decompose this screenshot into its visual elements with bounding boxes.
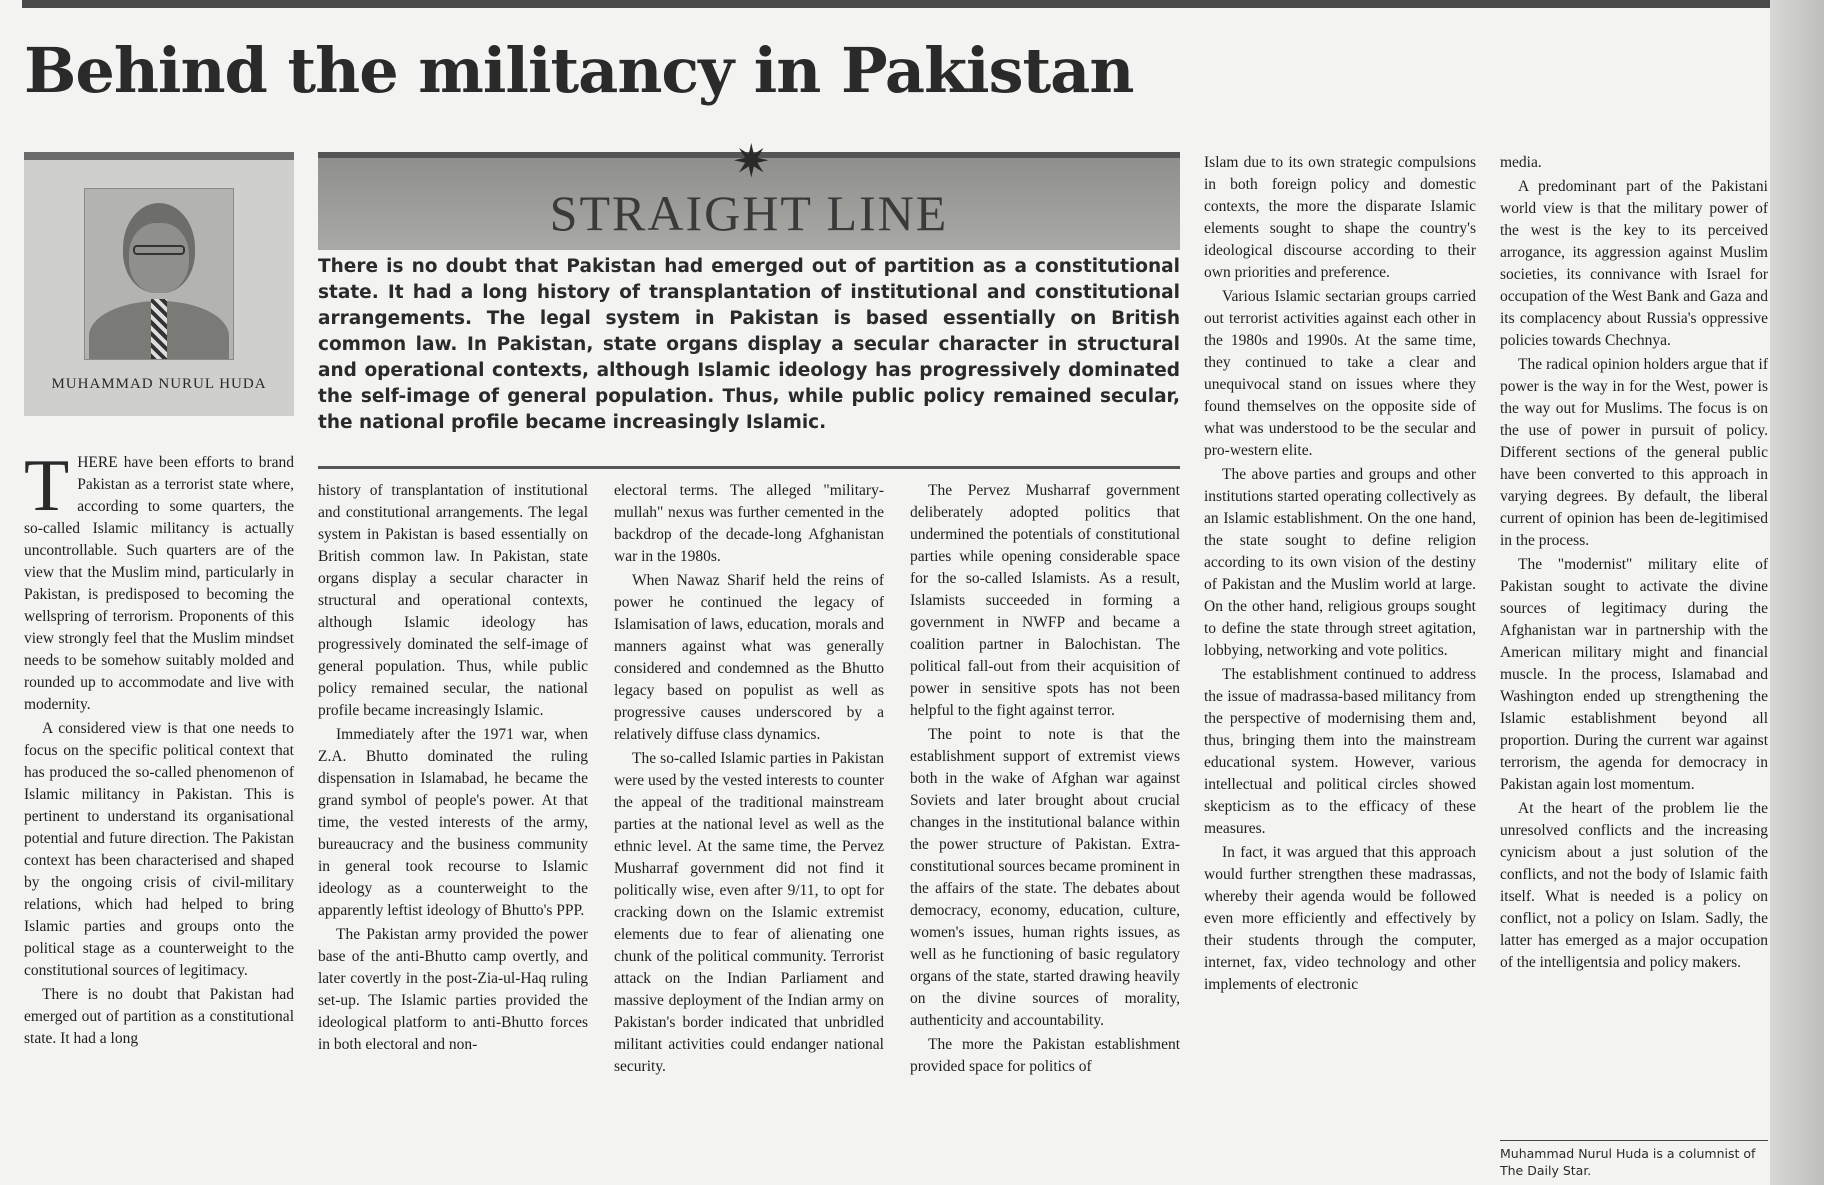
author-photo: [84, 188, 234, 360]
article-paragraph: THERE have been efforts to brand Pakistan as a terrorist state where, according to some quarters, the so-called Islamic militancy is actually uncontrollable. Such quarters are of the view that the Muslim mind, particularly in Pakistan, is predisposed to becoming the wellspring of terrorism. Proponents of this view strongly feel that the Muslim mindset needs to be somehow suitably molded and rounded up to accommodate and live with modernity.: [24, 452, 294, 713]
article-paragraph: The "modernist" military elite of Pakistan sought to activate the divine sources of legitimacy during the Afghanistan war in partnership with the American military might and financial muscle. In the process, Islamabad and Washington ended up strengthening the Islamic establishment beyond all proportion. During the current war against terrorism, the agenda for democracy in Pakistan again lost momentum.: [1500, 556, 1768, 793]
article-paragraph: The above parties and groups and other institutions started operating collectively as an Islamic establishment. On the one hand, the state sought to define religion according to its own vision of the destiny of Pakistan and the Muslim world at large. On the other hand, religious groups sought to define the state through street agitation, lobbying, networking and vote politics.: [1204, 466, 1476, 659]
article-paragraph: Immediately after the 1971 war, when Z.A. Bhutto dominated the ruling dispensation in Islamabad, he became the grand symbol of people's power. At that time, the vested interests of the army, bureaucracy and the business community in general took recourse to Islamic ideology as a counterweight to the apparently leftist ideology of Bhutto's PPP.: [318, 726, 588, 919]
top-rule: [22, 0, 1770, 8]
article-paragraph: The radical opinion holders argue that if power is the way in for the West, power is the way out for Muslims. The focus is on the use of power in pursuit of policy. Different sections of the general public have been converted to this approach in varying degrees. By default, the liberal current of opinion has been de-legitimised in the process.: [1500, 356, 1768, 549]
article-column-4: [910, 480, 1180, 1180]
article-paragraph: The more the Pakistan establishment provided space for politics of: [910, 1036, 1180, 1075]
article-paragraph: The Pakistan army provided the power base of the anti-Bhutto camp overtly, and later covertly in the post-Zia-ul-Haq ruling set-up. The Islamic parties provided the ideological platform to anti-Bhutto forces in both electoral and non-: [318, 926, 588, 1053]
article-paragraph: Various Islamic sectarian groups carried out terrorist activities against each other in the 1980s and 1990s. At the same time, they continued to take a clear and unequivocal stand on issues where they found themselves on the opposite side of what was understood to be the secular and pro-western elite.: [1204, 288, 1476, 459]
column-banner: [318, 136, 1180, 250]
article-paragraph: The so-called Islamic parties in Pakistan were used by the vested interests to counter the appeal of the traditional mainstream parties at the national level as well as the ethnic level. At the same time, the Pervez Musharraf government did not find it politically wise, even after 9/11, to opt for cracking down on the Islamic extremist elements due to fear of alienating one chunk of the political community. Terrorist attack on the Indian Parliament and massive deployment of the Indian army on Pakistan's border indicated that unbridled militant activities could endanger national security.: [614, 750, 884, 1075]
article-paragraph: There is no doubt that Pakistan had emerged out of partition as a constitutional state. It had a long: [24, 986, 294, 1047]
article-paragraph: A predominant part of the Pakistani world view is that the military power of the west is the key to its perceived arrogance, its aggression against Muslim societies, its connivance with Israel for occupation of the West Bank and Gaza and its complacency about Russia's oppressive policies towards Chechnya.: [1500, 178, 1768, 349]
article-column-2: [318, 480, 588, 1180]
article-paragraph: In fact, it was argued that this approach would further strengthen these madrassas, whereby their agenda would be followed even more efficiently and effectively by their students through the computer, internet, fax, video technology and other implements of electronic: [1204, 844, 1476, 993]
drop-cap: T: [24, 452, 70, 527]
article-column-6: [1500, 152, 1768, 1134]
article-paragraph: electoral terms. The alleged "military-mullah" nexus was further cemented in the backdrop of the decade-long Afghanistan war in the 1980s.: [614, 482, 884, 565]
article-paragraph: media.: [1500, 154, 1542, 171]
article-column-5: [1204, 152, 1476, 1180]
article-paragraph: A considered view is that one needs to focus on the specific political context that has produced the so-called phenomenon of Islamic militancy in Pakistan. This is pertinent to understand its organisational potential and future direction. The Pakistan context has been characterised and shaped by the ongoing crisis of civil-military relations, which had helped to bring Islamic parties and groups onto the political stage as a counterweight to the constitutional sources of legitimacy.: [24, 720, 294, 979]
article-paragraph: The establishment continued to address the issue of madrassa-based militancy from the perspective of modernising them and, thus, bringing them into the mainstream educational system. However, various intellectual and political circles showed skepticism as to the efficacy of these measures.: [1204, 666, 1476, 837]
article-paragraph: history of transplantation of institutional and constitutional arrangements. The legal system in Pakistan is based essentially on British common law. In Pakistan, state organs display a secular character in structural and operational contexts, although Islamic ideology has progressively dominated the self-image of general population. Thus, while public policy remained secular, the national profile became increasingly Islamic.: [318, 482, 588, 719]
author-photo-box: [24, 152, 294, 416]
article-column-3: [614, 480, 884, 1180]
headline: Behind the militancy in Pakistan: [24, 34, 1134, 107]
article-paragraph: The point to note is that the establishment support of extremist views both in the wake of Afghan war against Soviets and later brought about crucial changes in the institutional balance within the power structure of Pakistan. Extra-constitutional sources became prominent in the affairs of the state. The debates about democracy, economy, education, culture, women's issues, human rights issues, as well as he functioning of basic regulatory organs of the state, started drawing heavily on the divine sources of morality, authenticity and accountability.: [910, 726, 1180, 1029]
page-edge: [1770, 0, 1824, 1185]
article-paragraph: Islam due to its own strategic compulsions in both foreign policy and domestic contexts, the more the disparate Islamic elements sought to shape the country's ideological discourse according to their own priorities and preference.: [1204, 154, 1476, 281]
article-paragraph: At the heart of the problem lie the unresolved conflicts and the increasing cynicism about a just solution of the conflicts, and not the body of Islamic faith itself. What is needed is a policy on conflict, not a policy on Islam. Sadly, the latter has emerged as a major occupation of the intelligentsia and policy makers.: [1500, 800, 1768, 971]
article-paragraph: The Pervez Musharraf government deliberately adopted politics that undermined the potentials of constitutional parties while opening considerable space for the so-called Islamists. As a result, Islamists succeeded in forming a government in NWFP and became a coalition partner in Balochistan. The political fall-out from their acquisition of power in sensitive spots has not been helpful to the fight against terror.: [910, 482, 1180, 719]
author-byline: MUHAMMAD NURUL HUDA: [51, 376, 267, 392]
column-title: STRAIGHT LINE: [549, 185, 949, 241]
article-paragraph: When Nawaz Sharif held the reins of power he continued the legacy of Islamisation of laws, education, morals and manners against what was generally considered and condemned as the Bhutto legacy based on populist as well as progressive causes underscored by a relatively diffuse class dynamics.: [614, 572, 884, 743]
author-credit: Muhammad Nurul Huda is a columnist of The Daily Star.: [1500, 1140, 1768, 1179]
article-column-1: [24, 452, 294, 1180]
sun-star-icon: ✷: [732, 136, 771, 187]
intro-rule: [318, 466, 1180, 469]
intro-pullquote: There is no doubt that Pakistan had emerged out of partition as a constitutional state. It had a long history of transplantation of institutional and constitutional arrangements. The legal system in Pakistan is based essentially on British common law. In Pakistan, state organs display a secular character in structural and operational contexts, although Islamic ideology has progressively dominated the self-image of general population. Thus, while public policy remained secular, the national profile became increasingly Islamic.: [318, 256, 1180, 433]
